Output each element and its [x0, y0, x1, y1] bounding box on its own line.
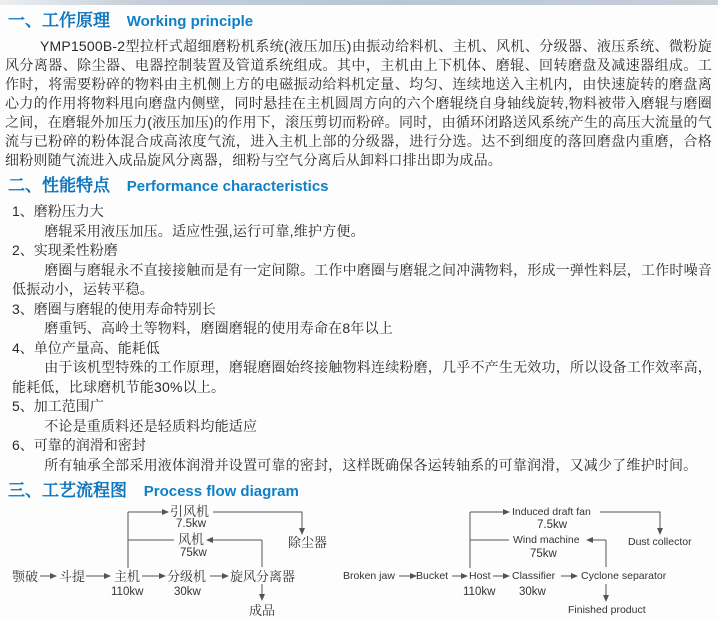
section3-heading	[8, 481, 718, 502]
section2-title-en: Performance characteristics	[126, 178, 329, 195]
node-fan-kw-zh: 75kw	[180, 547, 207, 559]
list-item	[12, 202, 712, 241]
item-desc: 由于该机型特殊的工作原理，磨辊磨圈始终接触物料连续粉磨，几乎不产生无效功，所以设备工作效率高，能耗低，比球磨机节能30%以上。	[12, 359, 712, 395]
node-host-en: Host	[469, 570, 491, 582]
section2-title-zh: 二、性能特点	[8, 176, 110, 195]
node-fan-en: Wind machine	[513, 534, 580, 546]
node-induced-draft-fan-en: Induced draft fan	[512, 506, 591, 518]
node-finished-product-zh: 成品	[249, 603, 276, 618]
node-dust-collector-en: Dust collector	[628, 536, 692, 548]
node-host-kw-zh: 110kw	[111, 586, 144, 598]
process-flow-diagram	[0, 505, 718, 621]
node-host-zh: 主机	[114, 569, 141, 584]
node-finished-product-en: Finished product	[568, 604, 646, 616]
section1-title-en: Working principle	[126, 13, 254, 30]
item-desc: 磨重钙、高岭土等物料，磨圈磨辊的使用寿命在8年以上	[44, 320, 393, 336]
item-heading: 6、可靠的润滑和密封	[12, 437, 146, 453]
performance-list	[12, 202, 712, 475]
node-classifier-kw-zh: 30kw	[174, 586, 201, 598]
node-bucket-zh: 斗提	[59, 569, 86, 584]
node-classifier-zh: 分级机	[167, 569, 207, 584]
node-crusher-en: Broken jaw	[343, 570, 395, 582]
list-item	[12, 241, 712, 300]
node-classifier-en: Classifier	[512, 570, 556, 582]
section3-title-en: Process flow diagram	[143, 483, 299, 500]
item-heading: 2、实现柔性粉磨	[12, 242, 118, 258]
working-principle-text: YMP1500B-2型拉杆式超细磨粉机系统(液压加压)由振动给料机、主机、风机、分级器、液压系统、微粉旋风分离器、除尘器、电器控制装置及管道系统组成。其中，主机由上下机体、磨辊、回转磨盘及减速器组成。工作时，将需要粉碎的物料由主机侧上方的电磁振动给料机定量、均匀、连续地送入主机内，由快速旋转的磨盘离心力的作用将物料甩向磨盘内侧壁，同时悬挂在主机圆周方向的六个磨辊绕自身轴线旋转,物料被带入磨辊与磨圈之间，在磨辊外加压力(液压加压)的作用下，滚压剪切而粉碎。同时，由循环闭路送风系统产生的高压大流量的气流与已粉碎的粉体混合成高浓度气流，进入主机上部的分级器，进行分选。达不到细度的落回磨盘内重磨，合格细粉则随气流进入成品旋风分离器，细粉与空气分离后从卸料口排出即为成品。	[5, 38, 712, 168]
node-host-kw-en: 110kw	[463, 586, 496, 598]
item-desc: 磨辊采用液压加压。适应性强,运行可靠,维护方便。	[44, 222, 365, 239]
section3-title-zh: 三、工艺流程图	[8, 481, 127, 500]
item-heading: 3、磨圈与磨辊的使用寿命特别长	[12, 300, 216, 317]
node-induced-draft-fan-zh: 引风机	[170, 504, 210, 519]
section1-heading	[8, 11, 718, 32]
node-cyclone-separator-zh: 旋风分离器	[230, 569, 296, 584]
node-classifier-kw-en: 30kw	[519, 586, 546, 598]
list-item	[12, 339, 712, 398]
node-bucket-en: Bucket	[416, 570, 449, 582]
top-edge-artifact	[0, 0, 718, 5]
node-induced-draft-fan-kw-zh: 7.5kw	[176, 518, 207, 530]
item-desc: 不论是重质料还是轻质料均能适应	[44, 417, 258, 434]
item-desc: 磨圈与磨辊永不直接接触而是有一定间隙。工作中磨圈与磨辊之间冲满物料，形成一弹性料层，工作时噪音低振动小，运转平稳。	[12, 261, 712, 297]
list-item	[12, 300, 712, 339]
node-fan-kw-en: 75kw	[530, 548, 557, 560]
node-induced-draft-fan-kw-en: 7.5kw	[537, 519, 568, 531]
node-cyclone-separator-en: Cyclone separator	[581, 570, 667, 582]
section1-title-zh: 一、工作原理	[8, 11, 110, 30]
list-item	[12, 397, 712, 436]
item-desc: 所有轴承全部采用液体润滑并设置可靠的密封，这样既确保各运转轴系的可靠润滑，又减少了维护时间。	[44, 456, 698, 473]
item-heading: 4、单位产量高、能耗低	[12, 339, 160, 356]
list-item	[12, 436, 712, 475]
node-dust-collector-zh: 除尘器	[288, 535, 328, 550]
node-fan-zh: 风机	[178, 532, 205, 547]
section2-heading	[8, 176, 718, 197]
item-heading: 1、磨粉压力大	[12, 203, 104, 219]
node-crusher-zh: 颚破	[12, 569, 39, 584]
item-heading: 5、加工范围广	[12, 398, 104, 414]
